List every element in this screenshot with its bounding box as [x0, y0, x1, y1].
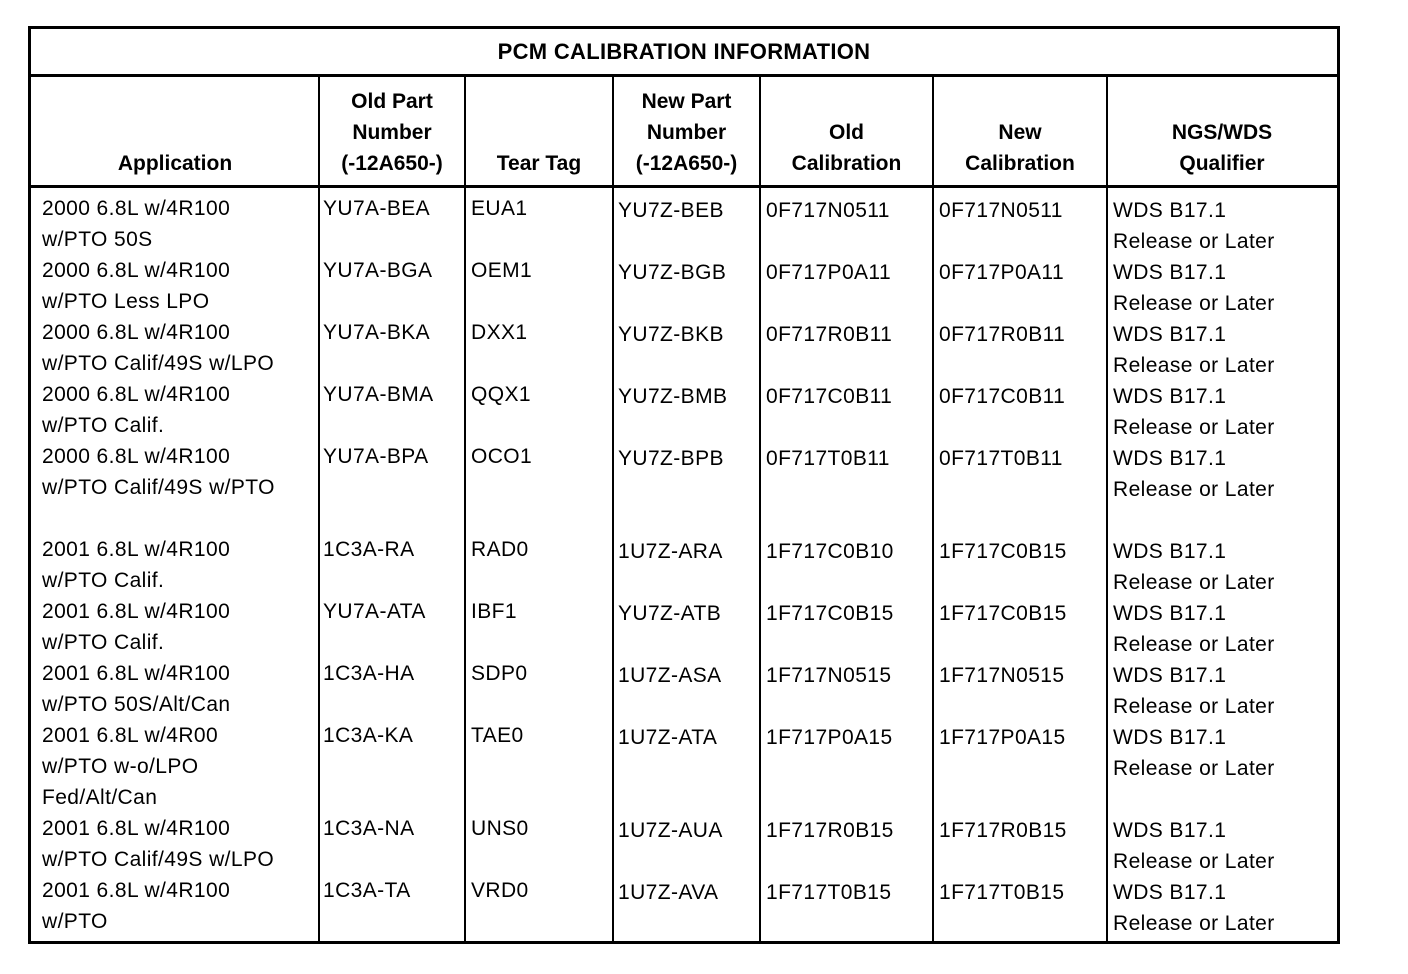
- cell-qualifier: [1113, 195, 1275, 257]
- cell-new-part: YU7Z-BKB: [618, 323, 724, 346]
- cell-line: WDS B17.1: [1113, 447, 1227, 470]
- column-header-new-calibration: [933, 77, 1107, 185]
- column-header-line: Calibration: [965, 152, 1075, 175]
- cell-line: Fed/Alt/Can: [42, 786, 158, 809]
- cell-qualifier: [1113, 257, 1275, 319]
- cell-qualifier: [1113, 319, 1275, 381]
- column-header-line: Number: [352, 121, 432, 144]
- cell-application: [42, 875, 230, 937]
- cell-old-part: YU7A-BEA: [323, 197, 431, 220]
- cell-line: 2001 6.8L w/4R100: [42, 662, 231, 685]
- cell-new-part: 1U7Z-AUA: [618, 819, 723, 842]
- cell-tear-tag: OEM1: [471, 259, 533, 282]
- cell-qualifier: [1113, 443, 1275, 505]
- cell-line: WDS B17.1: [1113, 881, 1227, 904]
- cell-line: Release or Later: [1113, 416, 1275, 439]
- cell-line: Release or Later: [1113, 695, 1275, 718]
- cell-application: [42, 813, 274, 875]
- cell-line: 2000 6.8L w/4R100: [42, 321, 231, 344]
- column-header-new-part-number: [613, 77, 760, 185]
- cell-new-part: YU7Z-ATB: [618, 602, 722, 625]
- cell-line: WDS B17.1: [1113, 602, 1227, 625]
- cell-old-part: 1C3A-NA: [323, 817, 415, 840]
- cell-new-part: YU7Z-BPB: [618, 447, 724, 470]
- cell-line: WDS B17.1: [1113, 540, 1227, 563]
- calibration-table: [28, 26, 1340, 944]
- cell-tear-tag: DXX1: [471, 321, 528, 344]
- cell-line: WDS B17.1: [1113, 726, 1227, 749]
- cell-new-cal: 1F717N0515: [939, 664, 1065, 687]
- column-divider: [932, 75, 934, 941]
- cell-new-part: 1U7Z-AVA: [618, 881, 719, 904]
- cell-tear-tag: IBF1: [471, 600, 517, 623]
- column-header-line: Application: [117, 152, 233, 175]
- cell-line: w/PTO Less LPO: [42, 290, 210, 313]
- cell-application: [42, 720, 218, 813]
- cell-line: w/PTO: [42, 910, 108, 933]
- cell-line: Release or Later: [1113, 912, 1275, 935]
- column-header-old-part-number: [319, 77, 465, 185]
- cell-new-cal: 0F717R0B11: [939, 323, 1066, 346]
- cell-line: Release or Later: [1113, 478, 1275, 501]
- cell-qualifier: [1113, 877, 1275, 939]
- cell-line: 2001 6.8L w/4R100: [42, 600, 231, 623]
- cell-new-cal: 1F717C0B15: [939, 602, 1067, 625]
- cell-line: w/PTO 50S/Alt/Can: [42, 693, 231, 716]
- cell-application: [42, 658, 231, 720]
- cell-old-part: YU7A-BPA: [323, 445, 429, 468]
- cell-tear-tag: VRD0: [471, 879, 529, 902]
- cell-qualifier: [1113, 598, 1275, 660]
- cell-tear-tag: UNS0: [471, 817, 529, 840]
- cell-tear-tag: EUA1: [471, 197, 528, 220]
- cell-line: Release or Later: [1113, 757, 1275, 780]
- cell-old-part: YU7A-BMA: [323, 383, 434, 406]
- column-divider: [612, 75, 614, 941]
- column-header-tear-tag: [465, 77, 613, 185]
- cell-old-cal: 1F717C0B15: [766, 602, 894, 625]
- cell-line: WDS B17.1: [1113, 664, 1227, 687]
- cell-old-cal: 1F717P0A15: [766, 726, 893, 749]
- cell-new-cal: 0F717C0B11: [939, 385, 1066, 408]
- cell-line: w/PTO Calif.: [42, 414, 165, 437]
- cell-line: w/PTO Calif/49S w/LPO: [42, 352, 275, 375]
- column-header-line: Calibration: [791, 152, 902, 175]
- cell-new-part: 1U7Z-ASA: [618, 664, 722, 687]
- cell-old-cal: 1F717R0B15: [766, 819, 894, 842]
- column-header-qualifier: [1107, 77, 1337, 185]
- cell-tear-tag: QQX1: [471, 383, 531, 406]
- cell-application: [42, 193, 230, 255]
- cell-old-part: 1C3A-HA: [323, 662, 415, 685]
- cell-line: w/PTO Calif.: [42, 569, 165, 592]
- cell-old-cal: 1F717T0B15: [766, 881, 892, 904]
- column-header-old-calibration: [760, 77, 933, 185]
- cell-application: [42, 534, 230, 596]
- cell-new-cal: 1F717R0B15: [939, 819, 1067, 842]
- cell-old-cal: 1F717N0515: [766, 664, 892, 687]
- cell-old-part: 1C3A-TA: [323, 879, 411, 902]
- cell-new-cal: 0F717P0A11: [939, 261, 1065, 284]
- cell-new-part: YU7Z-BGB: [618, 261, 727, 284]
- column-header-line: (-12A650-): [341, 152, 443, 175]
- cell-new-cal: 1F717T0B15: [939, 881, 1065, 904]
- cell-line: Release or Later: [1113, 633, 1275, 656]
- cell-qualifier: [1113, 660, 1275, 722]
- cell-old-cal: 0F717T0B11: [766, 447, 890, 470]
- cell-application: [42, 596, 230, 658]
- cell-application: [42, 379, 230, 441]
- column-header-application: [31, 77, 319, 185]
- cell-qualifier: [1113, 815, 1275, 877]
- cell-line: 2001 6.8L w/4R100: [42, 879, 231, 902]
- cell-new-part: 1U7Z-ARA: [618, 540, 723, 563]
- column-divider: [318, 75, 320, 941]
- cell-line: 2001 6.8L w/4R100: [42, 817, 231, 840]
- cell-new-cal: 1F717C0B15: [939, 540, 1067, 563]
- cell-qualifier: [1113, 722, 1275, 784]
- cell-line: 2000 6.8L w/4R100: [42, 445, 231, 468]
- cell-line: WDS B17.1: [1113, 199, 1227, 222]
- column-divider: [464, 75, 466, 941]
- cell-qualifier: [1113, 381, 1275, 443]
- cell-line: Release or Later: [1113, 850, 1275, 873]
- cell-application: [42, 317, 274, 379]
- cell-old-cal: 0F717N0511: [766, 199, 890, 222]
- cell-new-cal: 1F717P0A15: [939, 726, 1066, 749]
- cell-line: 2000 6.8L w/4R100: [42, 383, 231, 406]
- column-header-line: (-12A650-): [635, 152, 738, 175]
- cell-line: 2001 6.8L w/4R100: [42, 538, 231, 561]
- column-header-line: Old: [829, 121, 864, 144]
- cell-tear-tag: SDP0: [471, 662, 528, 685]
- cell-line: w/PTO Calif.: [42, 631, 165, 654]
- cell-line: Release or Later: [1113, 354, 1275, 377]
- table-header-row: [31, 77, 1337, 188]
- cell-line: Release or Later: [1113, 571, 1275, 594]
- cell-line: w/PTO 50S: [42, 228, 153, 251]
- cell-old-cal: 0F717R0B11: [766, 323, 893, 346]
- cell-line: WDS B17.1: [1113, 261, 1227, 284]
- cell-line: 2000 6.8L w/4R100: [42, 197, 231, 220]
- column-header-line: Old Part: [351, 90, 433, 113]
- cell-tear-tag: RAD0: [471, 538, 529, 561]
- cell-line: Release or Later: [1113, 292, 1275, 315]
- table-title: PCM CALIBRATION INFORMATION: [31, 29, 1337, 77]
- cell-line: 2001 6.8L w/4R00: [42, 724, 219, 747]
- cell-line: Release or Later: [1113, 230, 1275, 253]
- cell-new-part: YU7Z-BMB: [618, 385, 728, 408]
- cell-line: w/PTO Calif/49S w/PTO: [42, 476, 275, 499]
- cell-tear-tag: TAE0: [471, 724, 524, 747]
- column-divider: [759, 75, 761, 941]
- cell-qualifier: [1113, 536, 1275, 598]
- cell-line: WDS B17.1: [1113, 323, 1227, 346]
- cell-old-cal: 0F717P0A11: [766, 261, 892, 284]
- cell-application: [42, 441, 275, 503]
- cell-old-part: 1C3A-RA: [323, 538, 415, 561]
- cell-tear-tag: OCO1: [471, 445, 533, 468]
- column-header-line: Qualifier: [1179, 152, 1265, 175]
- column-header-line: New Part: [641, 90, 732, 113]
- cell-old-part: YU7A-BKA: [323, 321, 431, 344]
- cell-new-part: 1U7Z-ATA: [618, 726, 718, 749]
- column-header-line: Number: [646, 121, 727, 144]
- column-header-line: NGS/WDS: [1171, 121, 1273, 144]
- cell-line: WDS B17.1: [1113, 819, 1227, 842]
- cell-line: 2000 6.8L w/4R100: [42, 259, 231, 282]
- cell-old-part: YU7A-ATA: [323, 600, 426, 623]
- cell-line: w/PTO w-o/LPO: [42, 755, 199, 778]
- cell-new-cal: 0F717N0511: [939, 199, 1063, 222]
- column-header-line: Tear Tag: [496, 152, 582, 175]
- cell-new-part: YU7Z-BEB: [618, 199, 724, 222]
- cell-old-cal: 1F717C0B10: [766, 540, 894, 563]
- cell-old-cal: 0F717C0B11: [766, 385, 893, 408]
- cell-application: [42, 255, 230, 317]
- cell-line: w/PTO Calif/49S w/LPO: [42, 848, 275, 871]
- cell-new-cal: 0F717T0B11: [939, 447, 1063, 470]
- cell-old-part: 1C3A-KA: [323, 724, 414, 747]
- column-header-line: New: [998, 121, 1042, 144]
- cell-line: WDS B17.1: [1113, 385, 1227, 408]
- cell-old-part: YU7A-BGA: [323, 259, 433, 282]
- column-divider: [1106, 75, 1108, 941]
